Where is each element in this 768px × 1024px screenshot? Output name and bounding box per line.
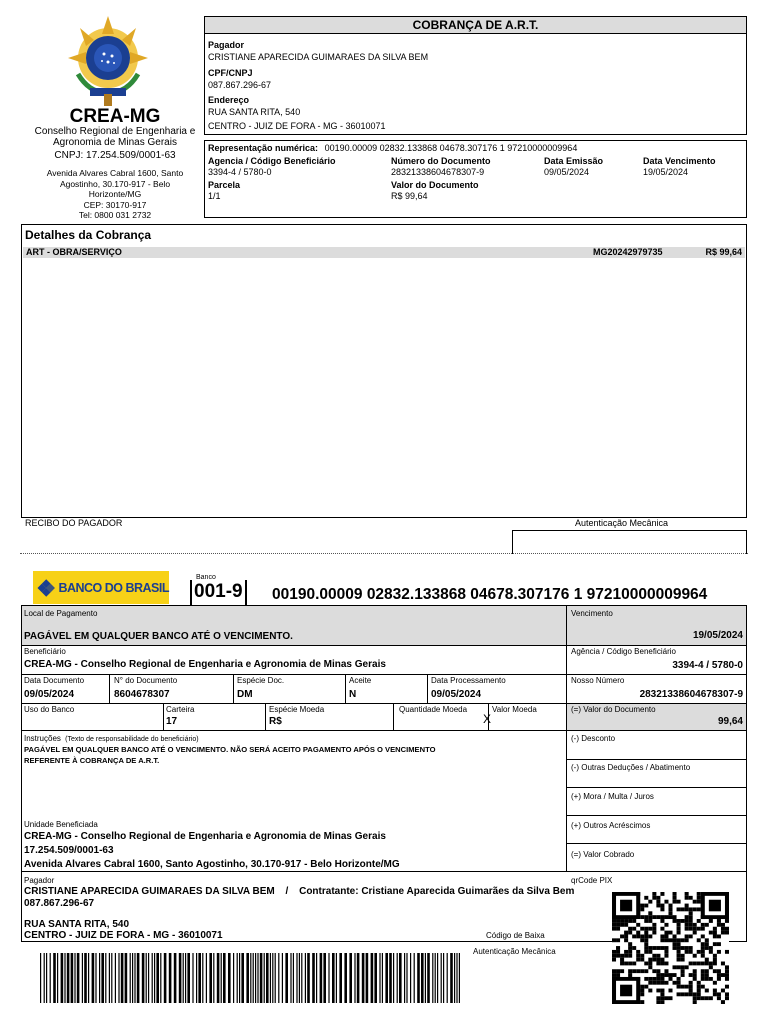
unidade-line1: CREA-MG - Conselho Regional de Engenharia e Agronomia de Minas Gerais	[24, 831, 386, 842]
details-box	[21, 224, 747, 518]
numdoc-label: Número do Documento	[391, 156, 491, 166]
data-documento-label: Data Documento	[24, 676, 85, 685]
local-pagamento-label: Local de Pagamento	[24, 609, 98, 618]
agencia-codigo-label: Agência / Código Beneficiário	[571, 647, 676, 656]
vencimento-label: Vencimento	[571, 609, 613, 618]
org-full-name: Conselho Regional de Engenharia e Agronomia de Minas Gerais	[34, 126, 196, 148]
pagador-label: Pagador	[208, 40, 245, 50]
details-item-row	[23, 247, 745, 258]
vencimento-value: 19/05/2024	[692, 630, 743, 641]
barcode	[40, 953, 462, 1003]
cpf-value: 087.867.296-67	[208, 80, 272, 90]
banco-brasil-logo	[33, 571, 169, 604]
aceite-value: N	[349, 689, 357, 700]
brasao-logo	[60, 14, 156, 110]
cpf-label: CPF/CNPJ	[208, 68, 253, 78]
details-item-name: ART - OBRA/SERVIÇO	[26, 247, 122, 257]
quantidade-moeda-label: Quantidade Moeda	[399, 705, 468, 714]
bb-icon	[36, 574, 56, 602]
details-title: Detalhes da Cobrança	[25, 228, 152, 242]
cobranca-title: COBRANÇA DE A.R.T.	[205, 17, 746, 34]
outros-acrescimos-label: (+) Outros Acréscimos	[571, 821, 651, 830]
instrucoes-label: Instruções (Texto de responsabilidade do beneficiário)	[24, 734, 199, 743]
especie-doc-value: DM	[237, 689, 253, 700]
beneficiario-value: CREA-MG - Conselho Regional de Engenharia e Agronomia de Minas Gerais	[24, 659, 386, 670]
numdoc-value: 28321338604678307-9	[391, 167, 485, 177]
data-documento-value: 09/05/2024	[24, 689, 75, 700]
nosso-numero-label: Nosso Número	[571, 676, 625, 685]
venc-value: 19/05/2024	[643, 167, 689, 177]
especie-doc-label: Espécie Doc.	[237, 676, 285, 685]
autent-label-top: Autenticação Mecânica	[575, 518, 669, 528]
pagador-boleto-line1: CRISTIANE APARECIDA GUIMARAES DA SILVA BEM / Contratante: Cristiane Aparecida Guimarães da Silva Bem	[24, 886, 575, 897]
valor-moeda-value: X	[483, 712, 492, 726]
beneficiario-label: Beneficiário	[24, 647, 66, 656]
cut-line	[20, 553, 748, 554]
valor-documento-label: (=) Valor do Documento	[571, 705, 656, 714]
banco-code: 001-9	[190, 580, 247, 605]
pagador-name: CRISTIANE APARECIDA GUIMARAES DA SILVA BEM	[208, 52, 429, 62]
mora-multa-label: (+) Mora / Multa / Juros	[571, 792, 654, 801]
pix-qrcode	[612, 892, 729, 1004]
local-pagamento-value: PAGÁVEL EM QUALQUER BANCO ATÉ O VENCIMENTO.	[24, 631, 293, 642]
emissao-label: Data Emissão	[544, 156, 604, 166]
nosso-numero-value: 28321338604678307-9	[639, 689, 743, 700]
valor-moeda-label: Valor Moeda	[492, 705, 537, 714]
num-documento-label: N° do Documento	[114, 676, 178, 685]
unidade-line2: 17.254.509/0001-63	[24, 845, 114, 856]
endereco-line1: RUA SANTA RITA, 540	[208, 107, 301, 117]
details-item-value: R$ 99,64	[705, 247, 742, 257]
agencia-value: 3394-4 / 5780-0	[208, 167, 272, 177]
org-address: Avenida Alvares Cabral 1600, Santo Agostinho, 30.170-917 - Belo Horizonte/MG CEP: 30170-917 Tel: 0800 031 2732	[46, 168, 184, 220]
valor-label: Valor do Documento	[391, 180, 479, 190]
carteira-value: 17	[166, 716, 178, 727]
especie-moeda-label: Espécie Moeda	[269, 705, 325, 714]
data-processamento-value: 09/05/2024	[431, 689, 482, 700]
especie-moeda-value: R$	[269, 716, 282, 727]
codigo-baixa-label: Código de Baixa	[486, 931, 545, 940]
uso-banco-label: Uso do Banco	[24, 705, 75, 714]
qrcode-label: qrCode PIX	[571, 876, 613, 885]
valor-cobrado-label: (=) Valor Cobrado	[571, 850, 635, 859]
pagador-boleto-endereco2: CENTRO - JUIZ DE FORA - MG - 36010071	[24, 930, 223, 941]
recibo-label: RECIBO DO PAGADOR	[25, 518, 123, 528]
outras-deducoes-label: (-) Outras Deduções / Abatimento	[571, 763, 691, 772]
num-documento-value: 8604678307	[114, 689, 170, 700]
autent-box-top	[512, 530, 747, 554]
autent-label-bottom: Autenticação Mecânica	[473, 947, 556, 956]
org-cnpj: CNPJ: 17.254.509/0001-63	[54, 150, 176, 161]
unidade-line3: Avenida Alvares Cabral 1600, Santo Agostinho, 30.170-917 - Belo Horizonte/MG	[24, 859, 400, 870]
agencia-codigo-value: 3394-4 / 5780-0	[672, 660, 743, 671]
venc-label: Data Vencimento	[643, 156, 716, 166]
details-item-code: MG20242979735	[593, 247, 663, 257]
linha-digitavel: 00190.00009 02832.133868 04678.307176 1 97210000009964	[272, 586, 708, 603]
org-name: CREA-MG	[69, 106, 161, 127]
pagador-boleto-cpf: 087.867.296-67	[24, 898, 95, 909]
banco-label: Banco	[196, 574, 216, 581]
cobranca-box	[204, 16, 747, 135]
pagador-boleto-endereco1: RUA SANTA RITA, 540	[24, 919, 130, 930]
data-processamento-label: Data Processamento	[431, 676, 506, 685]
instrucoes-line1: PAGÁVEL EM QUALQUER BANCO ATÉ O VENCIMENTO. NÃO SERÁ ACEITO PAGAMENTO APÓS O VENCIMENTO	[24, 745, 436, 754]
endereco-label: Endereço	[208, 95, 250, 105]
valor-documento-value: 99,64	[717, 716, 743, 727]
unidade-beneficiada-label: Unidade Beneficiada	[24, 820, 98, 829]
summary-box	[204, 140, 747, 218]
carteira-label: Carteira	[166, 705, 195, 714]
pagador-boleto-label: Pagador	[24, 876, 55, 885]
instrucoes-line2: REFERENTE À COBRANÇA DE A.R.T.	[24, 756, 160, 765]
emissao-value: 09/05/2024	[544, 167, 590, 177]
aceite-label: Aceite	[349, 676, 372, 685]
agencia-label: Agencia / Código Beneficiário	[208, 156, 336, 166]
repr-line: Representação numérica: 00190.00009 02832.133868 04678.307176 1 97210000009964	[208, 143, 578, 153]
parcela-label: Parcela	[208, 180, 241, 190]
endereco-line2: CENTRO - JUIZ DE FORA - MG - 36010071	[208, 121, 386, 131]
bb-logo-text: BANCO DO BRASIL	[58, 580, 169, 595]
parcela-value: 1/1	[208, 191, 221, 201]
valor-value: R$ 99,64	[391, 191, 428, 201]
desconto-label: (-) Desconto	[571, 734, 616, 743]
